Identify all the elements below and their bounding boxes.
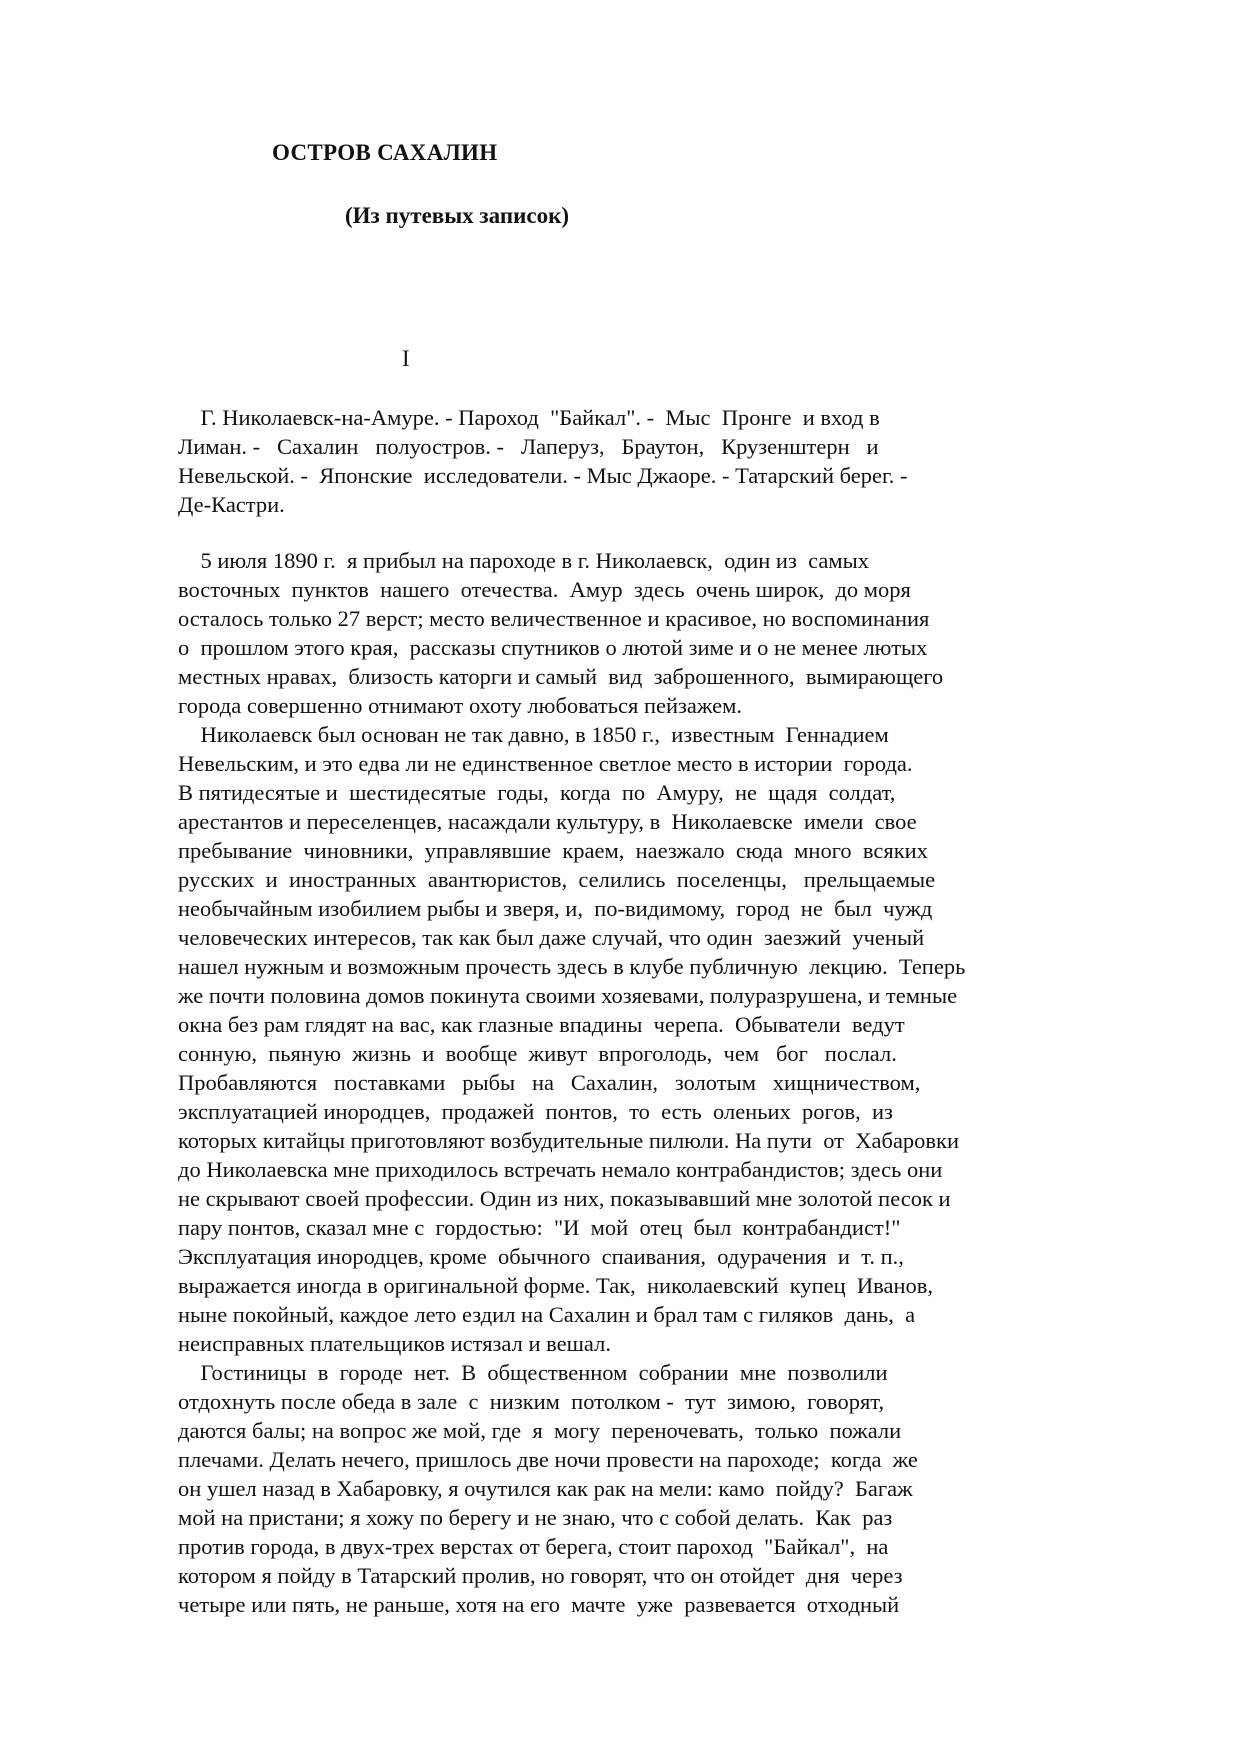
text-line: даются балы; на вопрос же мой, где я могу переночевать, только пожали: [178, 1418, 902, 1443]
text-line: против города, в двух-трех верстах от берега, стоит пароход "Байкал", на: [178, 1534, 889, 1559]
text-line: осталось только 27 верст; место величественное и красивое, но воспоминания: [178, 606, 930, 631]
text-line: которых китайцы приготовляют возбудительные пилюли. На пути от Хабаровки: [178, 1128, 960, 1153]
text-line: о прошлом этого края, рассказы спутников о лютой зиме и о не менее лютых: [178, 635, 928, 660]
text-line: же почти половина домов покинута своими хозяевами, полуразрушена, и темные: [178, 983, 958, 1008]
text-line: нашел нужным и возможным прочесть здесь в клубе публичную лекцию. Теперь: [178, 954, 966, 979]
text-line: он ушел назад в Хабаровку, я очутился как рак на мели: камо пойду? Багаж: [178, 1476, 913, 1501]
text-line: неисправных плательщиков истязал и вешал.: [178, 1331, 611, 1356]
text-line: Лиман. - Сахалин полуостров. - Лаперуз, Браутон, Крузенштерн и: [178, 434, 879, 459]
text-line: окна без рам глядят на вас, как глазные впадины черепа. Обыватели ведут: [178, 1012, 905, 1037]
text-line: до Николаевска мне приходилось встречать немало контрабандистов; здесь они: [178, 1157, 943, 1182]
text-line: местных нравах, близость каторги и самый вид заброшенного, вымирающего: [178, 664, 944, 689]
text-line: мой на пристани; я хожу по берегу и не знаю, что с собой делать. Как раз: [178, 1505, 893, 1530]
text-line: Эксплуатация инородцев, кроме обычного спаивания, одурачения и т. п.,: [178, 1244, 904, 1269]
text-line: выражается иногда в оригинальной форме. Так, николаевский купец Иванов,: [178, 1273, 934, 1298]
text-line: четыре или пять, не раньше, хотя на его мачте уже развевается отходный: [178, 1592, 900, 1617]
text-line: человеческих интересов, так как был даже случай, что один заезжий ученый: [178, 925, 925, 950]
text-line: 5 июля 1890 г. я прибыл на пароходе в г. Николаевск, один из самых: [178, 548, 869, 573]
text-line: отдохнуть после обеда в зале с низким потолком - тут зимою, говорят,: [178, 1389, 885, 1414]
text-line: Гостиницы в городе нет. В общественном собрании мне позволили: [178, 1360, 888, 1385]
text-line: города совершенно отнимают охоту любоваться пейзажем.: [178, 693, 742, 718]
text-line: восточных пунктов нашего отечества. Амур здесь очень широк, до моря: [178, 577, 911, 602]
text-line: Г. Николаевск-на-Амуре. - Пароход "Байкал". - Мыс Пронге и вход в: [178, 405, 880, 430]
text-line: пару понтов, сказал мне с гордостью: "И мой отец был контрабандист!": [178, 1215, 901, 1240]
text-line: пребывание чиновники, управлявшие краем, наезжало сюда много всяких: [178, 838, 928, 863]
text-line: сонную, пьяную жизнь и вообще живут впроголодь, чем бог послал.: [178, 1041, 897, 1066]
text-line: Николаевск был основан не так давно, в 1850 г., известным Геннадием: [178, 722, 889, 747]
chapter-summary: [178, 403, 1078, 519]
text-line: ныне покойный, каждое лето ездил на Сахалин и брал там с гиляков дань, а: [178, 1302, 916, 1327]
text-line: котором я пойду в Татарский пролив, но говорят, что он отойдет дня через: [178, 1563, 903, 1588]
chapter-number: I: [402, 346, 410, 371]
text-line: Де-Кастри.: [178, 492, 285, 517]
text-line: В пятидесятые и шестидесятые годы, когда по Амуру, не щадя солдат,: [178, 780, 896, 805]
text-line: Невельским, и это едва ли не единственное светлое место в истории города.: [178, 751, 913, 776]
text-line: плечами. Делать нечего, пришлось две ночи провести на пароходе; когда же: [178, 1447, 918, 1472]
text-line: эксплуатацией инородцев, продажей понтов, то есть оленьих рогов, из: [178, 1099, 893, 1124]
text-line: Невельской. - Японские исследователи. - Мыс Джаоре. - Татарский берег. -: [178, 463, 908, 488]
text-line: необычайным изобилием рыбы и зверя, и, по-видимому, город не был чужд: [178, 896, 933, 921]
text-line: не скрывают своей профессии. Один из них, показывавший мне золотой песок и: [178, 1186, 951, 1211]
text-line: арестантов и переселенцев, насаждали культуру, в Николаевске имели свое: [178, 809, 917, 834]
text-line: русских и иностранных авантюристов, селились поселенцы, прельщаемые: [178, 867, 936, 892]
text-line: Пробавляются поставками рыбы на Сахалин, золотым хищничеством,: [178, 1070, 921, 1095]
chapter-body: [178, 546, 1078, 1619]
document-title: ОСТРОВ САХАЛИН: [272, 140, 498, 165]
document-subtitle: (Из путевых записок): [345, 203, 569, 228]
